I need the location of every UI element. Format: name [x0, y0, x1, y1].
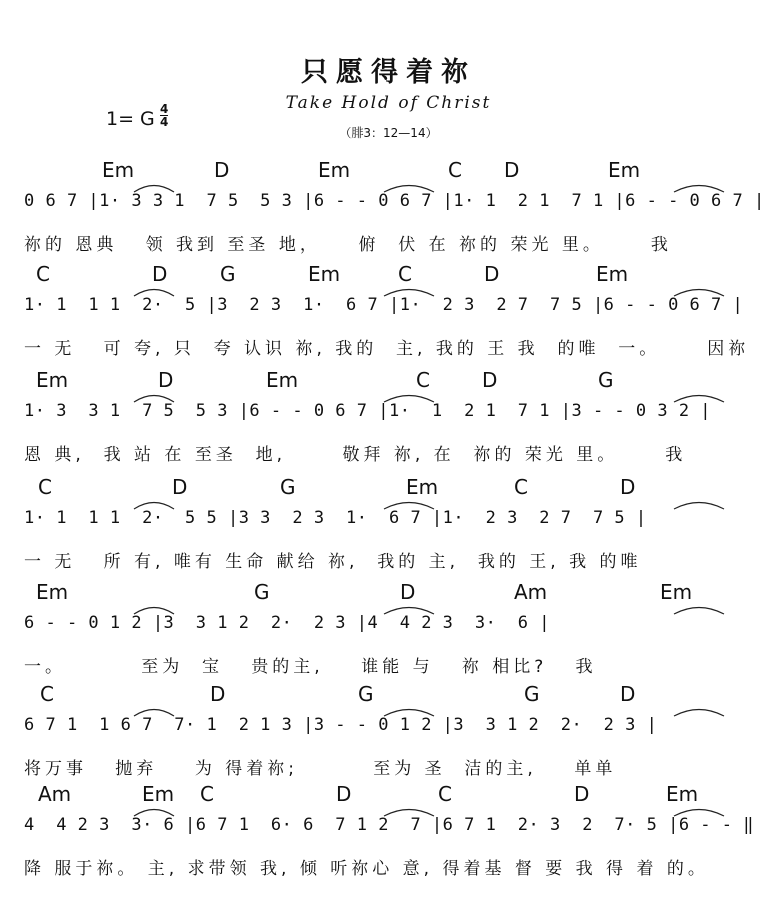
chord-symbol: Am — [514, 580, 548, 604]
chord-symbol: D — [210, 682, 226, 706]
numbered-notes: 1· 1 1 1 2· 5 5 |3 3 2 3 1· 6 7 |1· 2 3 2 7 7 5 | — [24, 508, 647, 528]
slur-arc — [134, 186, 174, 193]
chord-symbol: D — [574, 782, 590, 806]
chord-symbol: D — [504, 158, 520, 182]
chord-symbol: C — [416, 368, 430, 392]
slur-marks — [24, 179, 744, 193]
chord-symbol: C — [448, 158, 462, 182]
time-signature-top: 4 — [160, 102, 169, 116]
song-subtitle: Take Hold of Christ — [285, 93, 492, 113]
chord-symbol: Em — [318, 158, 351, 182]
chord-symbol: C — [40, 682, 54, 706]
slur-arc — [674, 710, 724, 717]
lyrics-line: 将万事 抛弃 为 得着祢; 至为 圣 洁的主, 单单 — [24, 759, 617, 779]
chord-symbol: D — [152, 262, 168, 286]
score-system — [24, 475, 744, 575]
chord-symbol: Em — [142, 782, 175, 806]
scripture-reference: （腓3：12—14） — [339, 126, 438, 140]
slur-arc — [134, 396, 174, 403]
score-system — [24, 158, 765, 258]
chord-symbol: C — [438, 782, 452, 806]
lyrics-line: 一 无 可 夸, 只 夸 认识 祢, 我的 主, 我的 王 我 的唯 一。 因祢 — [24, 339, 750, 359]
chord-symbol: D — [620, 682, 636, 706]
slur-arc — [384, 290, 434, 297]
chord-symbol: Em — [608, 158, 641, 182]
chord-symbol: Em — [406, 475, 439, 499]
score-system — [24, 580, 744, 680]
chord-symbol: Em — [596, 262, 629, 286]
slur-arc — [384, 710, 434, 717]
chord-symbol: G — [358, 682, 374, 706]
chord-symbol: G — [524, 682, 540, 706]
lyrics-line: 降 服于祢。 主, 求带领 我, 倾 听祢心 意, 得着基 督 要 我 得 着 的。 — [24, 859, 709, 879]
chord-symbol: G — [220, 262, 236, 286]
chord-symbol: G — [254, 580, 270, 604]
key-signature: 1= G — [106, 108, 155, 130]
slur-arc — [134, 608, 174, 615]
numbered-notes: 1· 3 3 1 7 5 5 3 |6 - - 0 6 7 |1· 1 2 1 7 1 |3 - - 0 3 2 | — [24, 401, 712, 421]
chord-symbol: Em — [102, 158, 135, 182]
chord-symbol: D — [158, 368, 174, 392]
chord-symbol: D — [400, 580, 416, 604]
slur-arc — [674, 810, 724, 817]
notation-row — [24, 815, 754, 849]
lyrics-line: 一。 至为 宝 贵的主, 谁能 与 祢 相比? 我 — [24, 657, 597, 677]
slur-arc — [384, 810, 434, 817]
slur-arc — [384, 186, 434, 193]
time-signature-bottom: 4 — [160, 115, 169, 129]
numbered-notes: 6 7 1 1 6 7 7· 1 2 1 3 |3 - - 0 1 2 |3 3 1 2 2· 2 3 | — [24, 715, 658, 735]
chord-symbol: Em — [36, 580, 69, 604]
chord-symbol: G — [598, 368, 614, 392]
slur-arc — [134, 810, 174, 817]
slur-marks — [24, 703, 744, 717]
chord-symbol: D — [620, 475, 636, 499]
chord-symbol: D — [336, 782, 352, 806]
slur-arc — [674, 290, 724, 297]
slur-marks — [24, 496, 744, 510]
notation-row — [24, 508, 744, 542]
chord-symbol: G — [280, 475, 296, 499]
score-system — [24, 368, 744, 468]
notation-row — [24, 295, 744, 329]
chord-symbol: Em — [308, 262, 341, 286]
lyrics-line: 恩 典, 我 站 在 至圣 地, 敬拜 祢, 在 祢的 荣光 里。 我 — [24, 445, 687, 465]
slur-marks — [24, 803, 744, 817]
slur-arc — [134, 503, 174, 510]
slur-arc — [134, 710, 174, 717]
chord-symbol: Am — [38, 782, 72, 806]
chord-symbol: C — [200, 782, 214, 806]
slur-arc — [674, 186, 724, 193]
chord-symbol: C — [36, 262, 50, 286]
chord-symbol: Em — [266, 368, 299, 392]
lyrics-line: 祢的 恩典 领 我到 至圣 地， 俯 伏 在 祢的 荣光 里。 我 — [24, 235, 672, 255]
slur-arc — [384, 503, 434, 510]
lyrics-line: 一 无 所 有, 唯有 生命 献给 祢, 我的 主, 我的 王, 我 的唯 — [24, 552, 642, 572]
slur-arc — [384, 608, 434, 615]
chord-symbol: Em — [666, 782, 699, 806]
chord-symbol: D — [482, 368, 498, 392]
score-system — [24, 682, 744, 782]
chord-symbol: D — [214, 158, 230, 182]
slur-marks — [24, 283, 744, 297]
slur-arc — [674, 396, 724, 403]
chord-symbol: C — [398, 262, 412, 286]
song-title: 只愿得着祢 — [301, 57, 476, 88]
notation-row — [24, 715, 744, 749]
notation-row — [24, 401, 744, 435]
chord-symbol: C — [38, 475, 52, 499]
numbered-notes: 6 - - 0 1 2 |3 3 1 2 2· 2 3 |4 4 2 3 3· 6 | — [24, 613, 551, 633]
slur-marks — [24, 601, 744, 615]
chord-symbol: Em — [660, 580, 693, 604]
slur-arc — [674, 503, 724, 510]
slur-arc — [384, 396, 434, 403]
chord-symbol: D — [484, 262, 500, 286]
score-system — [24, 782, 754, 882]
notation-row — [24, 191, 765, 225]
slur-arc — [134, 290, 174, 297]
time-signature — [160, 103, 168, 128]
slur-marks — [24, 389, 744, 403]
chord-symbol: D — [172, 475, 188, 499]
numbered-notes: 0 6 7 |1· 3 3 1 7 5 5 3 |6 - - 0 6 7 |1· 1 2 1 7 1 |6 - - 0 6 7 | — [24, 191, 765, 211]
score-system — [24, 262, 750, 362]
chord-symbol: Em — [36, 368, 69, 392]
slur-arc — [674, 608, 724, 615]
chord-symbol: C — [514, 475, 528, 499]
notation-row — [24, 613, 744, 647]
numbered-notes: 4 4 2 3 3· 6 |6 7 1 6· 6 7 1 2 7 |6 7 1 2· 3 2 7· 5 |6 - - ‖ — [24, 815, 754, 835]
numbered-notes: 1· 1 1 1 2· 5 |3 2 3 1· 6 7 |1· 2 3 2 7 7 5 |6 - - 0 6 7 | — [24, 295, 744, 315]
